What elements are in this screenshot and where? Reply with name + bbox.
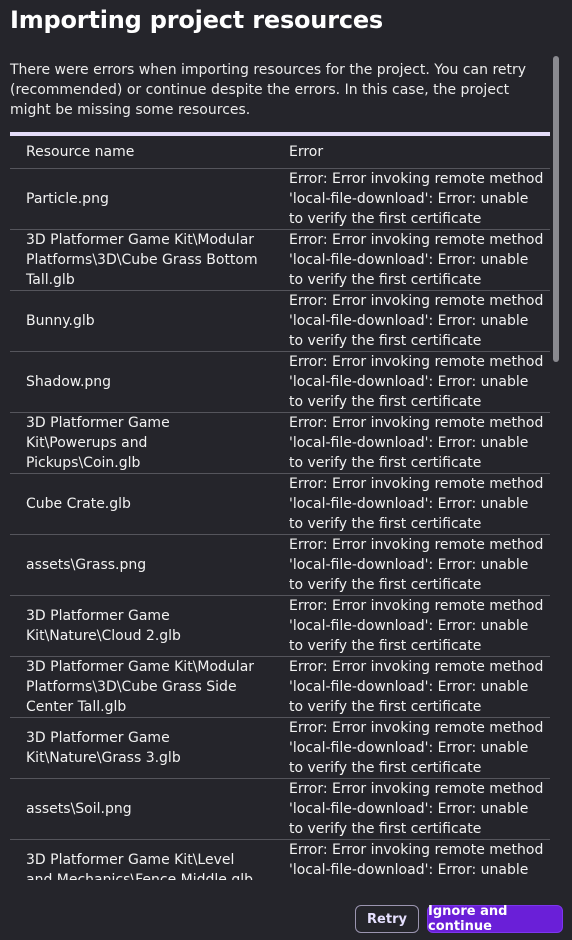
- resource-name-cell: 3D Platformer Game Kit\Modular Platforms\3D\Cube Grass Bottom Tall.glb: [26, 232, 258, 288]
- table-row: [10, 535, 550, 596]
- error-cell: Error: Error invoking remote method 'local-file-download': Error: unable to verify the first certificate: [289, 171, 544, 227]
- resource-name-cell: Bunny.glb: [26, 313, 95, 329]
- resources-error-table: [10, 136, 550, 901]
- resource-name-cell: Shadow.png: [26, 374, 112, 390]
- resource-name-cell: 3D Platformer Game Kit\Nature\Cloud 2.glb: [26, 608, 181, 644]
- error-cell: Error: Error invoking remote method 'local-file-download': Error: unable to verify the first certificate: [289, 537, 544, 593]
- error-cell: Error: Error invoking remote method 'local-file-download': Error: unable to verify the first certificate: [289, 476, 544, 532]
- table-row: [10, 474, 550, 535]
- error-cell: Error: Error invoking remote method 'local-file-download': Error: unable to verify the first certificate: [289, 781, 544, 837]
- resource-name-cell: assets\Soil.png: [26, 801, 132, 817]
- header-error: Error: [289, 144, 324, 160]
- ignore-and-continue-button[interactable]: Ignore and continue: [427, 905, 563, 933]
- resource-name-cell: 3D Platformer Game Kit\Modular Platforms\3D\Cube Grass Side Center Tall.glb: [26, 659, 255, 715]
- resource-name-cell: Cube Crate.glb: [26, 496, 131, 512]
- table-row: [10, 230, 550, 291]
- content-scrollbar[interactable]: [553, 56, 559, 362]
- table-row: [10, 779, 550, 840]
- table-row: [10, 169, 550, 230]
- dialog-description: There were errors when importing resources for the project. You can retry (recommended) or continue despite the errors. In this case, the project might be missing some resources.: [10, 62, 527, 118]
- header-resource-name: Resource name: [26, 144, 135, 160]
- dialog-title: Importing project resources: [10, 6, 384, 34]
- error-cell: Error: Error invoking remote method 'local-file-download': Error: unable to verify the first certificate: [289, 354, 544, 410]
- resource-name-cell: assets\Grass.png: [26, 557, 147, 573]
- retry-button[interactable]: Retry: [355, 905, 419, 933]
- error-cell: Error: Error invoking remote method 'local-file-download': Error: unable to verify the first certificate: [289, 720, 544, 776]
- resource-name-cell: Particle.png: [26, 191, 109, 207]
- error-cell: Error: Error invoking remote method 'local-file-download': Error: unable to verify the first certificate: [289, 415, 544, 471]
- table-row: [10, 291, 550, 352]
- dialog-footer: [0, 880, 572, 940]
- resource-name-cell: 3D Platformer Game Kit\Powerups and Pickups\Coin.glb: [26, 415, 170, 471]
- table-row: [10, 596, 550, 657]
- resource-name-cell: 3D Platformer Game Kit\Level: [26, 852, 235, 868]
- table-header: [10, 136, 550, 169]
- table-row: [10, 657, 550, 718]
- table-row: [10, 718, 550, 779]
- table-body: [10, 169, 550, 901]
- error-cell: Error: Error invoking remote method 'local-file-download': Error: unable to verify the first certificate: [289, 598, 544, 654]
- error-cell: Error: Error invoking remote method 'local-file-download': Error: unable to verify the first certificate: [289, 293, 544, 349]
- table-row: [10, 352, 550, 413]
- error-cell: Error: Error invoking remote method 'local-file-download': Error: unable to verify the first certificate: [289, 232, 544, 288]
- table-row: [10, 413, 550, 474]
- resource-name-cell: 3D Platformer Game Kit\Nature\Grass 3.glb: [26, 730, 181, 766]
- error-cell: Error: Error invoking remote method 'local-file-download': Error: unable: [289, 842, 544, 878]
- error-cell: Error: Error invoking remote method 'local-file-download': Error: unable to verify the first certificate: [289, 659, 544, 715]
- dialog-content[interactable]: [0, 50, 572, 880]
